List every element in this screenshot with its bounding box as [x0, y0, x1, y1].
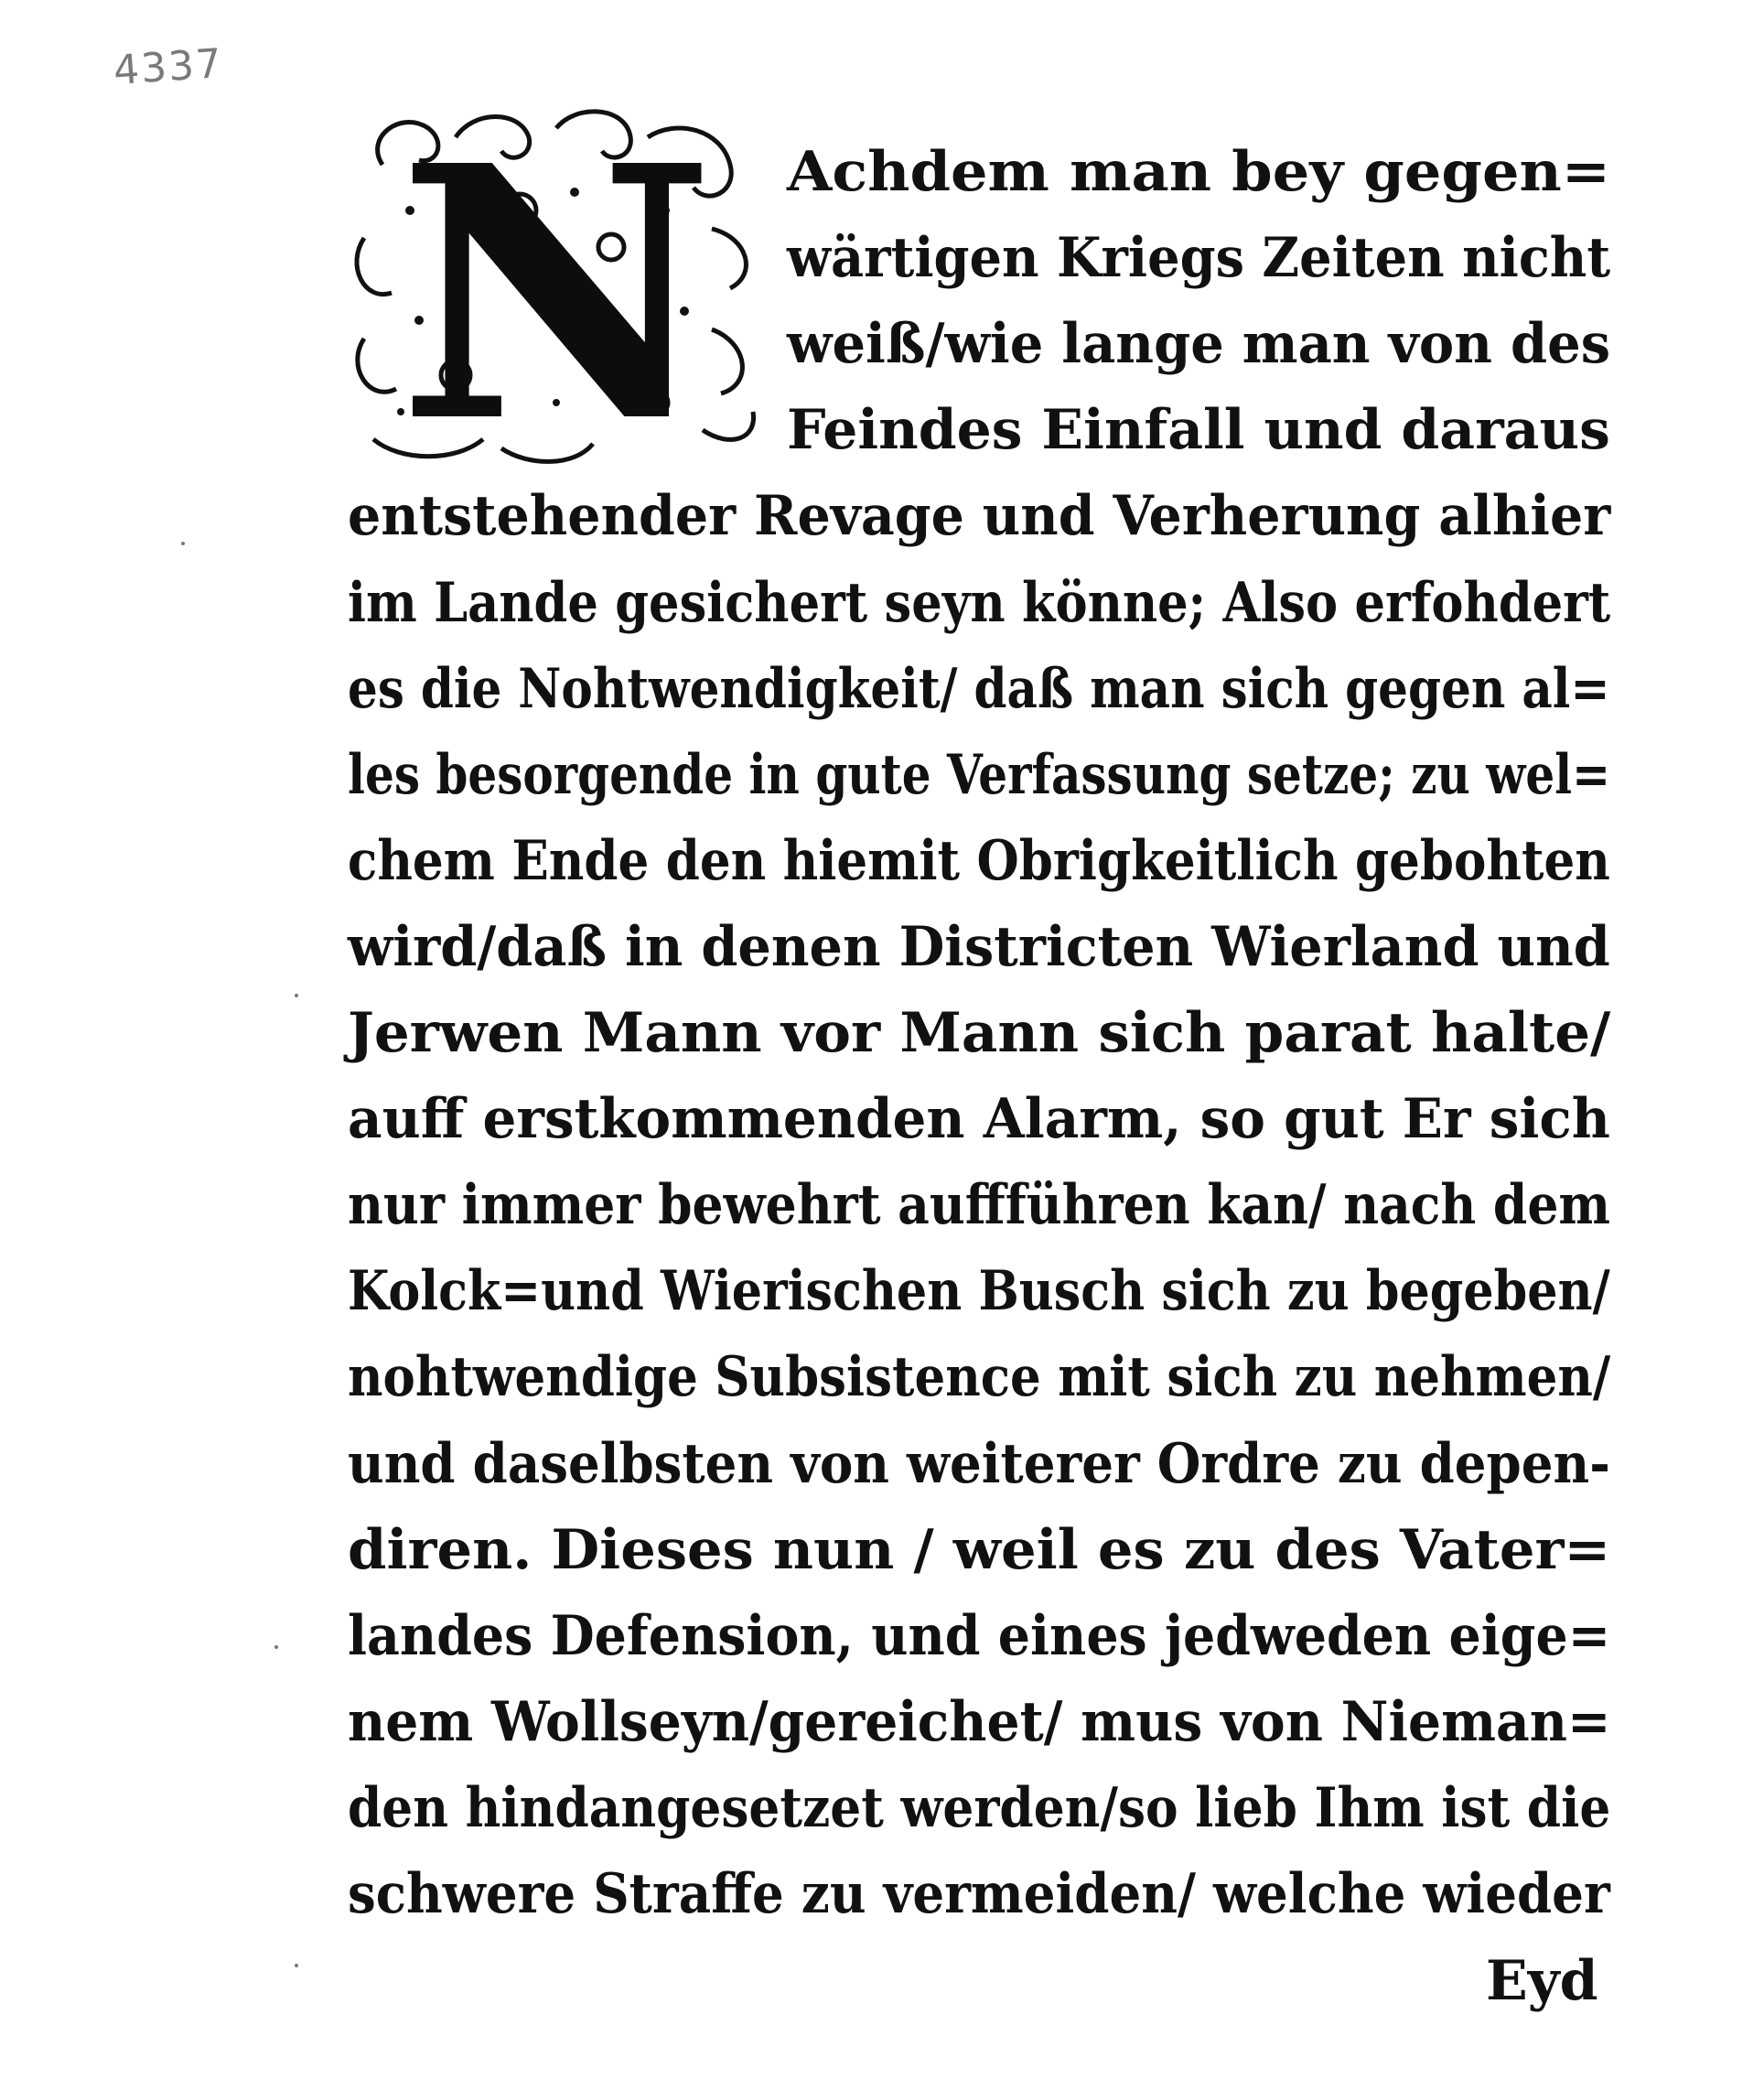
- initial-letter: N: [397, 101, 715, 476]
- text-line: landes Defension, und eines jedweden eige=: [348, 1604, 1611, 1668]
- text-line: Jerwen Mann vor Mann sich parat halte/: [348, 1001, 1611, 1065]
- text-line: nohtwendige Subsistence mit sich zu nehmen/: [348, 1345, 1611, 1409]
- text-line: wird/daß in denen Districten Wierland und: [348, 915, 1610, 979]
- text-line: und daselbsten von weiterer Ordre zu depen-: [348, 1432, 1610, 1496]
- text-line: nem Wollseyn/gereichet/ mus von Nieman=: [348, 1690, 1611, 1754]
- text-line: Kolck=und Wierischen Busch sich zu begeben/: [348, 1259, 1610, 1323]
- text-line: wärtigen Kriegs Zeiten nicht: [787, 226, 1611, 290]
- text-line: chem Ende den hiemit Obrigkeitlich gebohten: [348, 829, 1610, 893]
- stray-mark: [181, 542, 185, 545]
- text-line: les besorgende in gute Verfassung setze; zu wel=: [348, 743, 1611, 807]
- text-line: weiß/wie lange man von des: [787, 312, 1611, 376]
- text-line: nur immer bewehrt auffführen kan/ nach dem: [348, 1173, 1611, 1237]
- text-line: den hindangesetzet werden/so lieb Ihm ist die: [348, 1776, 1611, 1840]
- text-line: Achdem man bey gegen=: [787, 140, 1611, 204]
- text-line: schwere Straffe zu vermeiden/ welche wieder: [348, 1862, 1610, 1926]
- text-line: im Lande gesichert seyn könne; Also erfohdert: [348, 571, 1611, 635]
- text-line: entstehender Revage und Verherung alhier: [348, 484, 1611, 548]
- text-line: auff erstkommenden Alarm, so gut Er sich: [348, 1087, 1610, 1151]
- text-line: es die Nohtwendigkeit/ daß man sich gegen al=: [348, 657, 1610, 721]
- stray-mark: [274, 1645, 278, 1649]
- stray-mark: [295, 994, 298, 997]
- decorated-initial-n: [346, 101, 767, 476]
- stray-mark: [295, 1964, 298, 1967]
- text-line: Feindes Einfall und daraus: [787, 398, 1610, 462]
- catchword: Eyd: [1486, 1949, 1598, 2013]
- margin-note: 4337: [112, 39, 225, 95]
- text-line: diren. Dieses nun / weil es zu des Vater=: [348, 1518, 1611, 1582]
